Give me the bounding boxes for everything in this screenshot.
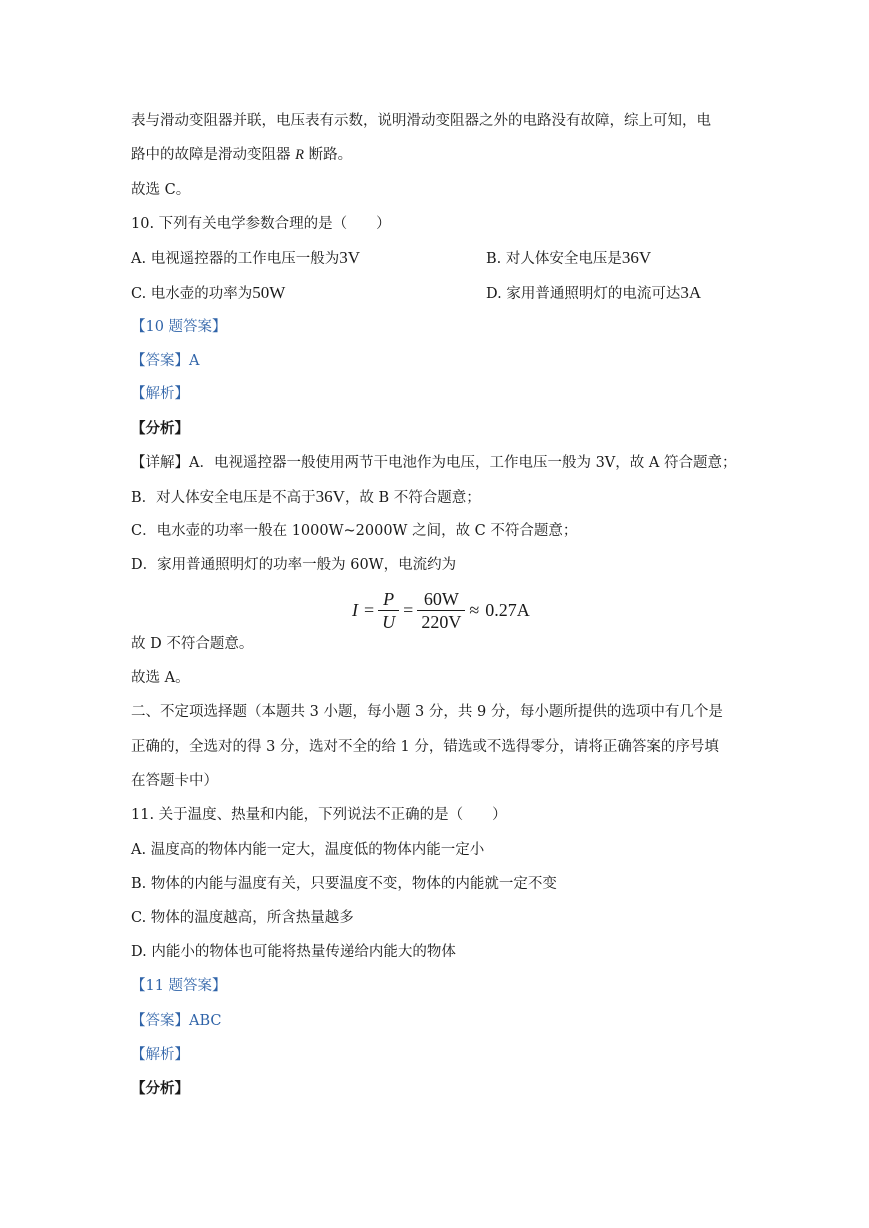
q10-option-a (131, 248, 360, 269)
q10-detail-2-value: 36V (315, 487, 345, 506)
q11-option-b: B. 物体的内能与温度有关，只要温度不变，物体的内能就一定不变 (131, 876, 557, 892)
prev-line2-pre: 路中的故障是滑动变阻器 (131, 147, 291, 163)
prev-line2-post: 断路。 (308, 147, 353, 163)
q10-option-c-label: C. 电水壶的功率为 (131, 286, 253, 302)
formula-den-2: 220V (421, 611, 462, 632)
section2-line-3: 在答题卡中） (131, 773, 218, 789)
q10-option-d (486, 283, 701, 304)
q10-option-b (486, 248, 651, 269)
formula-result: 0.27A (485, 599, 530, 620)
q10-conclusion: 故选 A。 (131, 670, 190, 686)
q10-option-c-value: 50W (252, 283, 286, 302)
variable-r: R (295, 147, 304, 163)
formula-eq-1: = (364, 599, 375, 620)
formula-num-1: P (383, 588, 395, 609)
q10-detail-5: 故 D 不符合题意。 (131, 636, 254, 652)
formula-fraction-1 (380, 589, 397, 632)
q10-detail-2-post: ，故 B 不符合题意； (344, 490, 481, 506)
q10-answer: 【答案】A (131, 353, 200, 369)
formula-num-2: 60W (423, 588, 459, 609)
q11-answer-header: 【11 题答案】 (131, 978, 227, 994)
q10-detail-4: D．家用普通照明灯的功率一般为 60W，电流约为 (131, 557, 457, 573)
section2-line-2: 正确的，全选对的得 3 分，选对不全的给 1 分，错选或不选得零分，请将正确答案的序号填 (131, 739, 719, 755)
q11-answer: 【答案】ABC (131, 1013, 222, 1029)
q10-analysis-header: 【解析】 (131, 386, 189, 402)
q10-option-a-label: A. 电视遥控器的工作电压一般为 (131, 251, 340, 267)
q10-detail-3: C．电水壶的功率一般在 1000W~2000W 之间，故 C 不符合题意； (131, 523, 578, 539)
formula-eq-2: = (403, 599, 414, 620)
q11-option-a: A. 温度高的物体内能一定大，温度低的物体内能一定小 (131, 842, 485, 858)
prev-solution-line-2 (131, 145, 352, 165)
formula-lhs: I (352, 599, 358, 620)
q10-option-c (131, 283, 285, 304)
q11-option-d: D. 内能小的物体也可能将热量传递给内能大的物体 (131, 944, 456, 960)
current-formula (352, 588, 530, 632)
q11-stem: 11. 关于温度、热量和内能，下列说法不正确的是（ ） (131, 807, 507, 823)
fraction-bar (417, 610, 465, 611)
q10-detail-2 (131, 487, 481, 508)
q10-stem: 10. 下列有关电学参数合理的是（ ） (131, 216, 391, 232)
prev-conclusion: 故选 C。 (131, 182, 191, 198)
q11-analysis-header: 【解析】 (131, 1047, 189, 1063)
q11-option-c: C. 物体的温度越高，所含热量越多 (131, 910, 354, 926)
q10-option-a-value: 3V (339, 248, 360, 267)
q10-option-b-label: B. 对人体安全电压是 (486, 251, 622, 267)
q10-option-d-value: 3A (680, 283, 702, 302)
prev-solution-line-1: 表与滑动变阻器并联，电压表有示数，说明滑动变阻器之外的电路没有故障，综上可知，电 (131, 113, 711, 129)
formula-den-1: U (382, 611, 396, 632)
q10-detail-1: 【详解】A．电视遥控器一般使用两节干电池作为电压，工作电压一般为 3V，故 A 符合题意； (131, 455, 737, 471)
section2-line-1: 二、不定项选择题（本题共 3 小题，每小题 3 分，共 9 分，每小题所提供的选项中有几个是 (131, 704, 723, 720)
formula-approx: ≈ (469, 599, 480, 620)
formula-fraction-2 (419, 589, 463, 632)
q10-option-b-value: 36V (621, 248, 652, 267)
q10-option-d-label: D. 家用普通照明灯的电流可达 (486, 286, 681, 302)
q10-detail-2-pre: B．对人体安全电压是不高于 (131, 490, 316, 506)
q11-fenxi: 【分析】 (131, 1080, 189, 1097)
q10-answer-header: 【10 题答案】 (131, 319, 227, 335)
q10-fenxi: 【分析】 (131, 420, 189, 437)
fraction-bar (378, 610, 399, 611)
